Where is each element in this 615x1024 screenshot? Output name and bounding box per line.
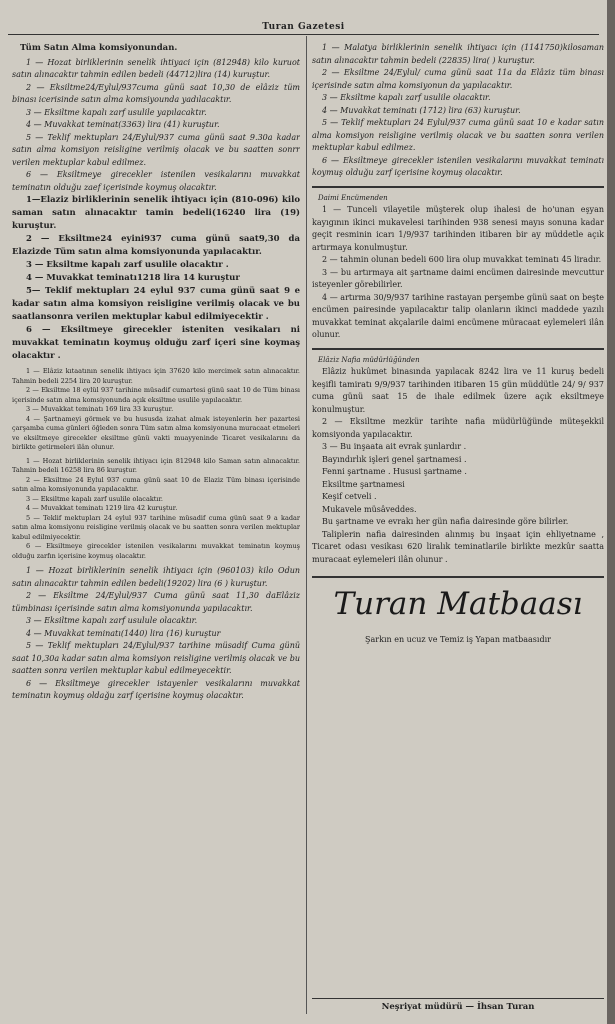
paragraph: 3 — Eksiltme kapalı zarf usulile olacaktır. — [322, 93, 491, 102]
paragraph: Bu şartname ve evrakı her gün nafia dairesinde göre bilirler. — [322, 517, 569, 526]
paragraph: Elâziz hukûmet binasında yapılacak 8242 lira ve 11 kuruş bedeli keşifli tamiratı 9/9/937 tarihinden itibaren 15 gün müddütle 24/ 9/ 937 cuma günü saat 15 de ihale edilmek üzere açık eksiltmeye konulmuştur. — [312, 367, 604, 414]
paragraph: 5 — Teklif mektupları 24 Eylul/937 cuma günü saat 10 e kadar satın alma komsiyon reisligine verilmiş olacak ve bu saatten sonra verilen mektuplar kabul edilmez. — [312, 118, 604, 152]
paragraph: Taliplerin nafia dairesinden alınmış bu inşaat için ehliyetname , Ticaret odası vesikası 620 liralık teminatlarile birlikte mezkûr saatta muracaat eylemeleri ilân olunur . — [312, 529, 604, 564]
announcement-block — [312, 516, 604, 566]
paragraph: 3 — Bu inşaata ait evrak şunlardır . — [322, 442, 467, 451]
paragraph: 2 — Eksiltme24/Eylul/937cuma günü saat 10,30 de elâziz tüm binası icerisinde satın alma komsiyounda yadılacaktır. — [12, 82, 300, 104]
paragraph: 6 — Eksiltmeye girecekler istayenler vesikalarını muvakkat teminatın koymuş oldağu zarf içerisine koymuş olacaktır. — [12, 678, 300, 700]
newspaper-title: Turan Gazetesi — [262, 22, 345, 32]
paragraph: 2 — Eksiltme 24/Eylul/937 Cuma günü saat 11,30 daElâziz tümbinası içerisinde satın alma komsiyonunda yapılacaktır. — [12, 591, 300, 613]
column-divider — [306, 36, 307, 1014]
announcement-block — [312, 42, 604, 180]
announcement-block — [312, 204, 604, 342]
list-item: Eksiltme şartnamesi — [322, 479, 405, 489]
paragraph: 1 — Hozat birliklerinin senelik ihtiyacı için 812948 kilo Saman satın alınacaktır. Tahmin bedeli 16258 lira 86 kuruştur. — [12, 456, 300, 474]
paragraph: 4 — Muvakkat teminat(3363) lira (41) kuruştur. — [26, 120, 220, 129]
paragraph: 5 — Teklif mektupları 24 eylul 937 tarihine müsadif cuma günü saat 9 a kadar satın alma komsiyonu reisligine verilmiş olacak ve bu saatten sonra verilen mektuplar kabul edilmiyecektir. — [12, 513, 300, 541]
announcement-block — [12, 457, 300, 562]
paragraph: 1 — Elâziz kıtaatının senelik ihtiyacı için 37620 kilo mercimek satın alınacaktır. Tahmin bedeli 2254 lira 20 kuruştur. — [12, 367, 300, 385]
right-column — [312, 42, 604, 1012]
paragraph: 4 — Muvakkat teminatı(1440) lira (16) kuruştur — [26, 628, 221, 638]
paragraph: 4 — Şartnameyi görmek ve bu hususda izahat almak isteyenlerin her pazartesi çarşamba cuma günleri öğleden sonra Tüm satın alma komsiyonuna muracaat etmeleri ve eksiltmeye girecekler eksiltme günü vakti muayyeninde Ticaret vesikalarını da birlikte getirmeleri ilân olunur. — [12, 414, 300, 451]
paragraph: 2 — Eksiltme24 eyini937 cuma günü saat9,30 da Elazizde Tüm satın alma komsiyonunda yapılacaktır. — [12, 234, 300, 257]
announcement-block — [12, 194, 300, 363]
paragraph: 2 — tahmin olunan bedeli 600 lira olup muvakkat teminatı 45 liradır. — [322, 255, 602, 264]
paragraph: 3 — Eksiltme kapalı zarf usulule olacaktır. — [26, 616, 198, 625]
daimi-encumen-heading: Daimi Encümenden — [318, 193, 388, 202]
paragraph: 1—Elaziz birliklerinin senelik ihtiyacı için (810-096) kilo saman satın alınacaktır tamin bedeli(16240 lira (19) kuruştur. — [12, 195, 300, 231]
paragraph: 4 — Muvakkat teminatı1218 lira 14 kuruştur — [26, 273, 240, 283]
section-rule — [312, 186, 604, 188]
paragraph: 6 — Eksiltmeye girecekler isteniten vesikaları ni muvakkat teminatın koymuş olduğu zarf içeri sine koymaş olacaktır . — [12, 325, 300, 361]
nafia-heading: Elâziz Nafia müdürlüğünden — [318, 355, 420, 364]
paragraph: 6 — Eksiltmeye girecekler istenilen vesikalarını muvakkat teminatın olduğu zaef içerisinde koymuş olacaktır. — [12, 170, 300, 192]
paragraph: 4 — Muvakkat teminatı (1712) lira (63) kuruştur. — [322, 105, 521, 115]
paragraph: 5— Teklif mektupları 24 eylul 937 cuma günü saat 9 e kadar satın alma komsiyon reisligine verilmiş olacak ve bu saatlansonra verilen mektuplar kabul edilmiyecektir . — [12, 286, 300, 322]
announcement-block — [12, 565, 300, 703]
header-rule — [8, 34, 599, 35]
print-shop-ad — [312, 576, 604, 646]
paragraph: 3 — Eksiltme kapalı zarf usulile olacaktır . — [26, 260, 229, 270]
paragraph: 1 — Malatya birliklerinin senelik ihtiyacı için (1141750)kilosaman satın alınacaktır tahmin bedeli (22835) lira( ) kuruştur. — [312, 43, 604, 65]
section-title: Tüm Satın Alma komsiyonundan. — [20, 43, 178, 53]
publisher-footer: Neşriyat müdürü — İhsan Turan — [312, 998, 604, 1012]
list-item: Mukavele müsâveddes. — [322, 504, 417, 514]
paragraph: 2 — Eksiltme mezkür tarihte nafia müdürlüğünde müteşekkil komsiyonda yapılacaktır. — [312, 417, 604, 439]
left-column — [12, 42, 300, 1012]
paragraph: 4 — Muvakkat teminatı 1219 lira 42 kuruştur. — [26, 504, 178, 512]
ad-title: Turan Matbaası — [333, 586, 583, 622]
paragraph: 3 — Eksiltme kapalı zarf usulile olacaktır. — [26, 494, 163, 503]
paragraph: 3 — Eksiltme kapalı zarf usulile yapılacaktır. — [26, 107, 207, 117]
paragraph: 5 — Teklif mektupları 24/Eylul/937 cuma günü saat 9.30a kadar satın alma komsiyon reisligine verilmiş olacak ve bu saatten sonrr verilen mektuplar kabul edilmez. — [12, 132, 300, 167]
paragraph: 2 — Eksiltme 18 eylül 937 tarihine müsadif cumartesi günü saat 10 de Tüm binası içerisinde satın alma komsiyonunda açık eksiltme usulile yapılacaktır. — [12, 386, 300, 404]
paragraph: 6 — Eksiltmeye girecekler istenilen vesikalarını muvakkat teminatı koymuş olduğu zarf içerisine koymuş olacaktır. — [312, 155, 604, 177]
paragraph: 3 — Muvakkat teminatı 169 lira 33 kuruştur. — [26, 405, 174, 413]
paragraph: 6 — Eksiltmeye girecekler istenilen vesikalarını muvakkat teminatın koymuş olduğu zarfın içerisine koymuş olacaktır. — [12, 542, 300, 560]
paragraph: 2 — Eksiltme 24/Eylul/ cuma günü saat 11a da Elâziz tüm binası içerisinde satın alma komsiyonun da yapılacaktır. — [312, 68, 604, 90]
list-item: Bayındırlık işleri genel şartnamesi . — [322, 454, 467, 464]
list-item: Fenni şartname . Hususi şartname . — [322, 467, 467, 476]
ad-subtitle: Şarkın en ucuz ve Temiz iş Yapan matbaasıdır — [365, 634, 551, 644]
document-list — [312, 454, 604, 517]
announcement-block — [312, 366, 604, 454]
list-item: Keşif cetveli . — [322, 492, 377, 501]
paragraph: 2 — Eksiltme 24 Eylul 937 cuma günü saat 10 de Elaziz Tüm binası içerisinde satın alma komsiyonunda yapılacaktır. — [12, 475, 300, 493]
paragraph: 1 — Hozat birliklerinin senelik ihtiyaci için (812948) kilo kuruot satın alınacaktır tahmin edilen bedeli (44712)lira (14) kuruştur. — [12, 57, 300, 79]
paragraph: 1 — Tunceli vilayetile müşterek olup ihalesi de ho'unan eşyan kayıgının ikinci mukavelesi tarihinden 938 senesi mayıs sonuna kadar geçit resminin icarı 1/9/937 tarihinden itibaren bir ay müddetle açık artırmaya konulmuştur. — [312, 205, 604, 252]
paragraph: 4 — artırma 30/9/937 tarihine rastayan perşembe günü saat on beşte encümen pairesinde yapılacaktır talip olanların ikinci maddede yazılı muvakkat teminat akçalarile daimi encümene müracaat eylemeleri ilân olunur. — [312, 292, 604, 339]
section-rule — [312, 348, 604, 350]
paragraph: 5 — Teklif mektupları 24/Eylul/937 tarihine müsadif Cuma günü saat 10,30a kadar satın alma komsiyon reisligine verilmiş olacak ve bu saatten sonra verilen mektuplar kabul edilmeyecektir. — [12, 641, 300, 675]
announcement-block — [12, 57, 300, 195]
paragraph: 1 — Hozat birliklerinin senelik ihtiyacı için (960103) kilo Odun satın alınacaktır tahmin edilen bedeli(19202) lira (6 ) kuruştur. — [12, 566, 300, 588]
paragraph: 3 — bu artırmaya ait şartname daimi encümen dairesinde mevcuttur isteyenler görebilirler. — [312, 267, 604, 289]
announcement-block — [12, 367, 300, 453]
